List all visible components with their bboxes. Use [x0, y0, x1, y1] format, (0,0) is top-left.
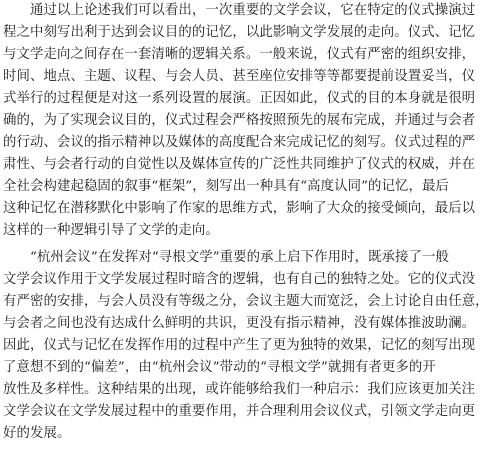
text-line: 这样的一种逻辑引导了文学的走向。	[3, 223, 219, 238]
text-line: 程之中刻写出利于达到会议目的的记忆，以此影响文学发展的走向。仪式、记忆	[3, 25, 476, 40]
text-line: 文学会议作用于文学发展过程时暗含的逻辑，也有自己的独特之处。它的仪式没	[3, 272, 476, 287]
text-line: 了意想不到的“偏差”，由“杭州会议”带动的“寻根文学”就拥有者更多的开	[3, 360, 436, 375]
text-line: 这种记忆在潜移默化中影响了作家的思维方式，影响了大众的接受倾向，最后以	[3, 201, 476, 216]
text-line: 好的发展。	[3, 426, 71, 441]
text-line: “杭州会议”在发挥对“寻根文学”重要的承上启下作用时，既承接了一般	[30, 250, 450, 265]
text-line: 文学会议在文学发展过程中的重要作用，并合理利用会议仪式，引领文学走向更	[3, 404, 476, 419]
text-line: 确的，为了实现会议目的，仪式过程会严格按照预先的展布完成，并通过与会者	[3, 113, 476, 128]
text-line: 因此，仪式与记忆在发挥作用的过程中产生了更为独特的效果，记忆的刻写出现	[3, 338, 476, 353]
text-line: 与文学走向之间存在一套清晰的逻辑关系。一般来说，仪式有严密的组织安排，	[3, 47, 476, 62]
text-line: 肃性、与会者行动的自觉性以及媒体宣传的广泛性共同维护了仪式的权威，并在	[3, 157, 476, 172]
text-line: 放性及多样性。这种结果的出现，或许能够给我们一种启示：我们应该更加关注	[3, 382, 476, 397]
text-line: 与会者之间也没有达成什么鲜明的共识，更没有指示精神，没有媒体推波助澜。	[3, 316, 476, 331]
text-line: 通过以上论述我们可以看出，一次重要的文学会议，它在特定的仪式操演过	[30, 3, 476, 18]
text-line: 全社会构建起稳固的叙事“框架”，刻写出一种具有“高度认同”的记忆，最后	[3, 179, 449, 194]
text-line: 的行动、会议的指示精神以及媒体的高度配合来完成记忆的刻写。仪式过程的严	[3, 135, 476, 150]
text-line: 有严密的安排，与会人员没有等级之分，会议主题大而宽泛，会上讨论自由任意，	[3, 294, 489, 309]
text-line: 时间、地点、主题、议程、与会人员、甚至座位安排等等都要提前设置妥当，仪	[3, 69, 476, 84]
text-line: 式举行的过程便是对这一系列设置的展演。正因如此，仪式的目的本身就是很明	[3, 91, 476, 106]
